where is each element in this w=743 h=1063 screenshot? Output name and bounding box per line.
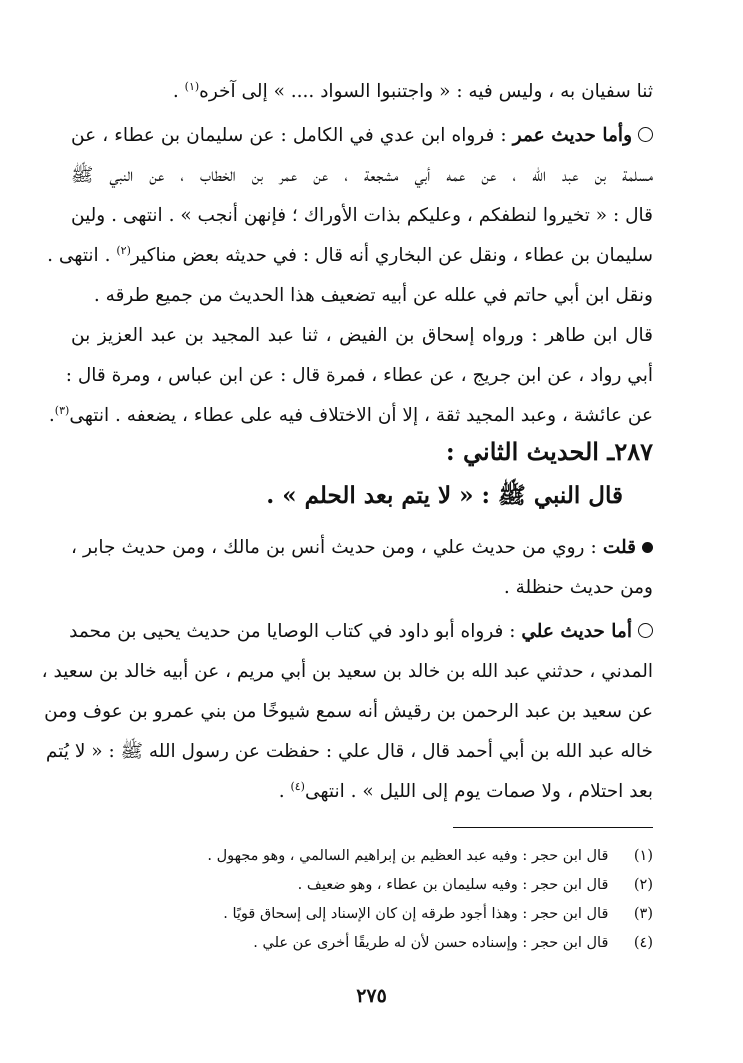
footnote-number: (٤) [633,935,653,951]
text-line: قال : « تخيروا لنطفكم ، وعليكم بذات الأوراك ؛ فإنهن أنجب » . انتهى . ولين [71,205,653,226]
hollow-circle-marker [638,623,653,638]
footnote-text: قال ابن حجر : وإسناده حسن لأن له طريقًا أخرى عن علي . [253,935,609,951]
paragraph-ibn-tahir [48,316,653,436]
text-line: وأما حديث عمر : فرواه ابن عدي في الكامل : عن سليمان بن عطاء ، عن [71,116,653,156]
paragraph-ibn-abi-hatim [71,276,653,316]
footnote-ref: (١) [184,79,200,93]
footnotes [71,842,653,958]
text-line: عن سعيد بن عبد الرحمن بن رقيش أنه سمع شيوخًا من بني عمرو بن عوف ومن [44,701,653,722]
text-line: عن عائشة ، وعبد المجيد ثقة ، إلا أن الاختلاف فيه على عطاء ، يضعفه . انتهى$^{(٣)}$. [48,403,653,426]
footnote-item [71,929,653,958]
section-heading-umar: وأما حديث عمر [512,125,632,146]
text-line: أبي رواد ، عن ابن جريج ، عن عطاء ، فمرة قال : عن ابن عباس ، ومرة قال : [65,365,653,386]
footnote-item [71,900,653,929]
text-line: ونقل ابن أبي حاتم في علله عن أبيه تضعيف هذا الحديث من جميع طرقه . [93,285,653,306]
text-line: بعد احتلام ، ولا صمات يوم إلى الليل » . انتهى$^{(٤)}$ . [278,779,653,802]
footnote-text: قال ابن حجر : وهذا أجود طرقه إن كان الإسناد إلى إسحاق قويًا . [223,906,609,922]
text-line: قلت : روي من حديث علي ، ومن حديث أنس بن مالك ، ومن حديث جابر ، [71,528,653,568]
footnote-number: (١) [633,848,653,864]
text-line: المدني ، حدثني عبد الله بن خالد بن سعيد بن أبي مريم ، عن أبيه خالد بن سعيد ، [41,661,653,682]
footnote-text: قال ابن حجر : وفيه سليمان بن عطاء ، وهو ضعيف . [297,877,609,893]
page-number: ٢٧٥ [356,985,387,1007]
paragraph-intro [71,72,653,112]
filled-dot-marker [642,542,653,553]
footnote-item [71,871,653,900]
section-heading-ali: أما حديث علي [521,621,632,642]
text-line: سليمان بن عطاء ، ونقل عن البخاري أنه قال : في حديثه بعض مناكير$^{(٢)}$ . انتهى . [47,243,653,266]
paragraph-hadith-ali [41,612,653,812]
footnote-ref: (٤) [290,779,305,793]
footnote-number: (٣) [633,906,653,922]
text-line: ثنا سفيان به ، وليس فيه : « واجتنبوا السواد .... » إلى آخره$^{(١)}$ . [172,79,653,102]
footnote-ref: (٢) [116,243,131,257]
text-line: ومن حديث حنظلة . [503,577,653,598]
footnote-number: (٢) [633,877,653,893]
qultu-label: قلت [602,537,636,558]
footnote-text: قال ابن حجر : وفيه عبد العظيم بن إبراهيم السالمي ، وهو مجهول . [207,848,609,864]
footnote-item [71,842,653,871]
text-line: مسلمة بن عبد الله ، عن عمه أبي مشجعة ، عن عمر بن الخطاب ، عن النبي ﷺ [71,165,653,186]
hollow-circle-marker [638,127,653,142]
paragraph-hadith-umar [47,116,653,276]
text-line: أما حديث علي : فرواه أبو داود في كتاب الوصايا من حديث يحيى بن محمد [71,612,653,652]
text-line: قال ابن طاهر : ورواه إسحاق بن الفيض ، ثنا عبد المجيد بن عبد العزيز بن [71,325,653,346]
text-line: خاله عبد الله بن أبي أحمد قال ، قال علي : حفظت عن رسول الله ﷺ : « لا يُتم [45,741,653,762]
footnote-ref: (٣) [54,403,70,417]
hadith-number-heading: ٢٨٧ـ الحديث الثاني : [445,437,653,466]
footnote-divider [453,827,653,828]
paragraph-qultu [71,528,653,608]
hadith-text-heading: قال النبي ﷺ : « لا يتم بعد الحلم » . [266,482,623,509]
